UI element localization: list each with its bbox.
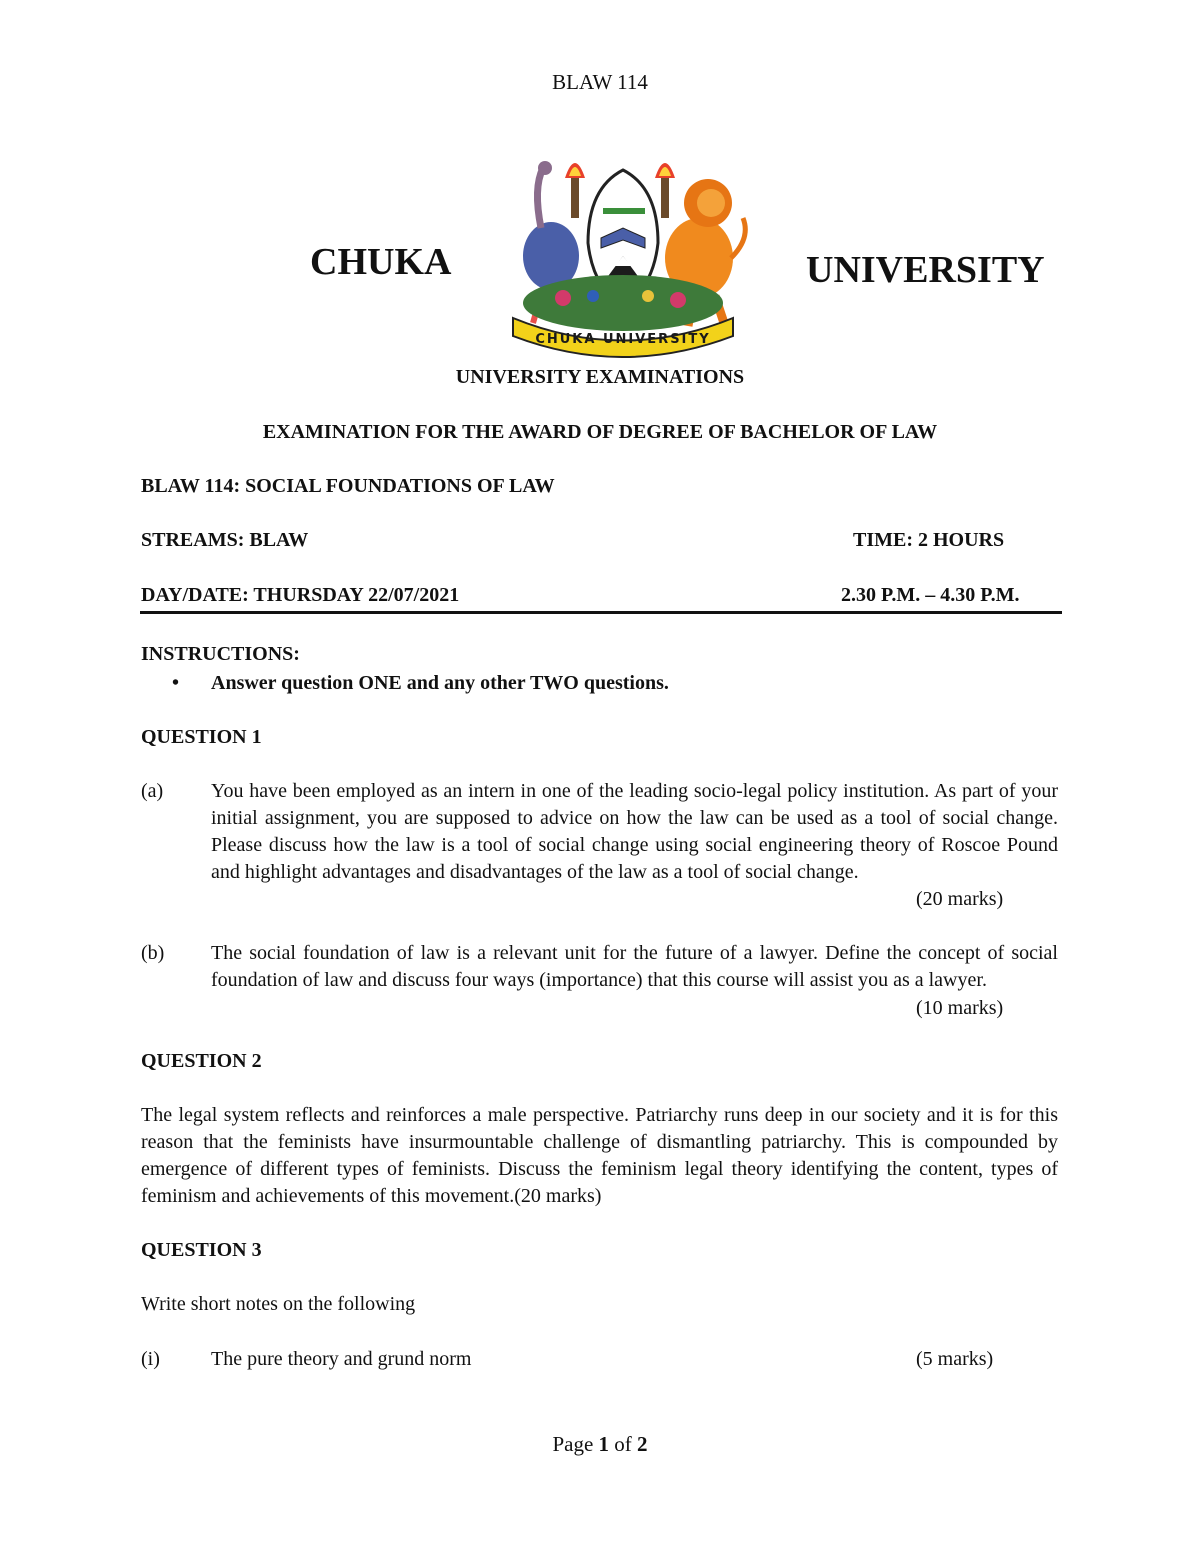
question-1b-label: (b): [141, 942, 165, 964]
page-current: 1: [598, 1432, 610, 1456]
question-2-text: The legal system reflects and reinforces a male perspective. Patriarchy runs deep in our society and it is for this reason that the feminists have insurmountable challenge of dismantling patriarchy. This is compounded by emergence of different types of feminists. Discuss the feminism legal theory identifying the content, types of feminism and achievements of this movement.(20 marks): [141, 1104, 1058, 1207]
page-prefix: Page: [552, 1432, 599, 1456]
streams-label: STREAMS: BLAW: [141, 529, 309, 551]
university-name-right: UNIVERSITY: [806, 249, 1045, 291]
instruction-item: Answer question ONE and any other TWO questions.: [211, 672, 669, 694]
question-1b-text: The social foundation of law is a relevant unit for the future of a lawyer. Define the concept of social foundation of law and discuss four ways (importance) that this course will assist you as a lawyer.: [211, 942, 1058, 991]
page-total: 2: [637, 1432, 648, 1456]
hours-label: 2.30 P.M. – 4.30 P.M.: [841, 584, 1020, 606]
university-coat-of-arms-logo: [493, 148, 753, 358]
question-3i-text: The pure theory and grund norm: [211, 1348, 472, 1370]
award-title: EXAMINATION FOR THE AWARD OF DEGREE OF BACHELOR OF LAW: [262, 421, 938, 443]
question-3i-marks: (5 marks): [916, 1348, 994, 1370]
question-1a-text: You have been employed as an intern in one of the leading socio-legal policy institution. As part of your initial assignment, you are supposed to advice on how the law can be used as a tool of social change. Please discuss how the law is a tool of social change using social engineering theory of Roscoe Pound and highlight advantages and disadvantages of the law as a tool of social change.: [211, 780, 1058, 883]
seal-ribbon-text: CHUKA UNIVERSITY: [535, 332, 711, 347]
bullet-icon: •: [172, 672, 180, 694]
header-divider: [140, 611, 1062, 614]
question-1a-label: (a): [141, 780, 164, 802]
date-label: DAY/DATE: THURSDAY 22/07/2021: [141, 584, 460, 606]
page-of: of: [609, 1432, 638, 1456]
question-1b-marks: (10 marks): [916, 997, 1004, 1019]
instructions-heading: INSTRUCTIONS:: [141, 643, 300, 665]
question-3-intro: Write short notes on the following: [141, 1293, 416, 1315]
question-1-heading: QUESTION 1: [141, 726, 262, 748]
time-label: TIME: 2 HOURS: [853, 529, 1005, 551]
course-title: BLAW 114: SOCIAL FOUNDATIONS OF LAW: [141, 475, 555, 497]
university-name-left: CHUKA: [310, 241, 452, 283]
page-header: BLAW 114: [552, 70, 648, 94]
exam-title: UNIVERSITY EXAMINATIONS: [455, 366, 745, 388]
page-footer: [0, 1432, 1200, 1457]
question-3-heading: QUESTION 3: [141, 1239, 262, 1261]
question-3i-label: (i): [141, 1348, 160, 1370]
question-1a-marks: (20 marks): [916, 888, 1004, 910]
question-2-heading: QUESTION 2: [141, 1050, 262, 1072]
